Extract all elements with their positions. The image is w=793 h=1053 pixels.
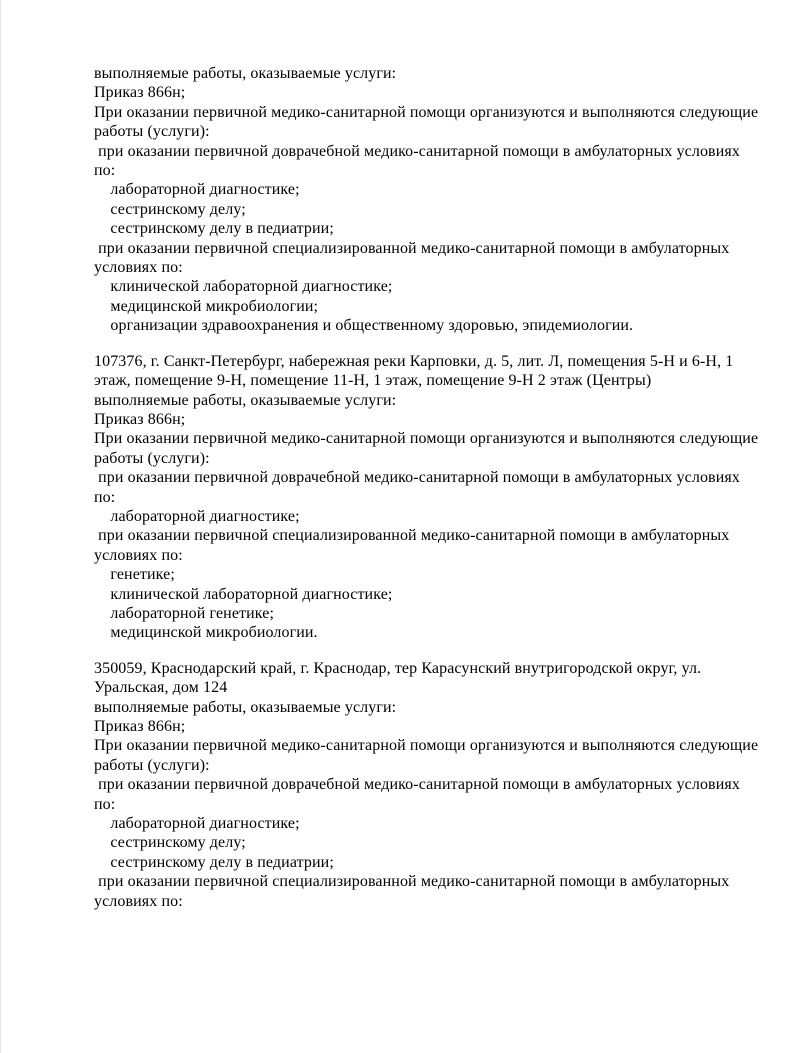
text-line: Приказ 866н;: [94, 84, 186, 102]
text-line: при оказании первичной доврачебной медико-санитарной помощи в амбулаторных условиях: [94, 776, 740, 794]
text-line: при оказании первичной специализированной медико-санитарной помощи в амбулаторных: [94, 873, 730, 891]
text-line: организации здравоохранения и общественному здоровью, эпидемиологии.: [94, 317, 634, 335]
text-line: сестринскому делу;: [94, 834, 246, 852]
text-line: При оказании первичной медико-санитарной помощи организуются и выполняются следующие: [94, 430, 759, 448]
text-line: работы (услуги):: [94, 756, 210, 774]
text-line: Приказ 866н;: [94, 718, 186, 735]
text-line: 350059, Краснодарский край, г. Краснодар, тер Карасунский внутригородской округ, ул.: [94, 659, 702, 677]
text-line: по:: [94, 488, 116, 506]
works-services-block-3: [94, 659, 759, 911]
text-line: по:: [94, 162, 116, 180]
text-line: выполняемые работы, оказываемые услуги:: [94, 391, 397, 409]
text-line: условиях по:: [94, 892, 183, 910]
text-line: сестринскому делу в педиатрии;: [94, 853, 334, 871]
text-line: работы (услуги):: [94, 123, 210, 141]
text-line: При оказании первичной медико-санитарной помощи организуются и выполняются следующие: [94, 103, 759, 121]
text-line: Приказ 866н;: [94, 410, 186, 428]
text-line: лабораторной диагностике;: [94, 815, 300, 833]
document-page: [1, 0, 793, 911]
text-line: 107376, г. Санкт-Петербург, набережная реки Карповки, д. 5, лит. Л, помещения 5-Н и 6-Н, 1: [94, 352, 734, 370]
text-line: медицинской микробиологии;: [94, 297, 319, 315]
text-line: условиях по:: [94, 546, 183, 564]
text-line: медицинской микробиологии.: [94, 624, 318, 642]
text-line: сестринскому делу;: [94, 200, 246, 218]
text-line: условиях по:: [94, 259, 183, 277]
text-line: при оказании первичной специализированной медико-санитарной помощи в амбулаторных: [94, 527, 730, 545]
text-line: при оказании первичной специализированной медико-санитарной помощи в амбулаторных: [94, 239, 730, 257]
text-line: При оказании первичной медико-санитарной помощи организуются и выполняются следующие: [94, 737, 759, 755]
works-services-block-2: [94, 352, 759, 643]
text-line: работы (услуги):: [94, 449, 210, 467]
text-line: генетике;: [94, 566, 175, 584]
text-line: Уральская, дом 124: [94, 679, 228, 697]
text-line: клинической лабораторной диагностике;: [94, 585, 393, 603]
text-line: лабораторной диагностике;: [94, 181, 300, 199]
text-line: выполняемые работы, оказываемые услуги:: [94, 698, 397, 716]
text-line: выполняемые работы, оказываемые услуги:: [94, 65, 397, 82]
text-line: клинической лабораторной диагностике;: [94, 278, 393, 296]
text-line: по:: [94, 795, 116, 813]
text-line: сестринскому делу в педиатрии;: [94, 220, 334, 238]
text-line: при оказании первичной доврачебной медико-санитарной помощи в амбулаторных условиях: [94, 469, 740, 487]
text-line: при оказании первичной доврачебной медико-санитарной помощи в амбулаторных условиях: [94, 142, 740, 160]
text-line: лабораторной диагностике;: [94, 507, 300, 525]
text-line: лабораторной генетике;: [94, 604, 275, 622]
works-services-block-1: [94, 64, 759, 336]
text-line: этаж, помещение 9-Н, помещение 11-Н, 1 этаж, помещение 9-Н 2 этаж (Центры): [94, 372, 652, 390]
